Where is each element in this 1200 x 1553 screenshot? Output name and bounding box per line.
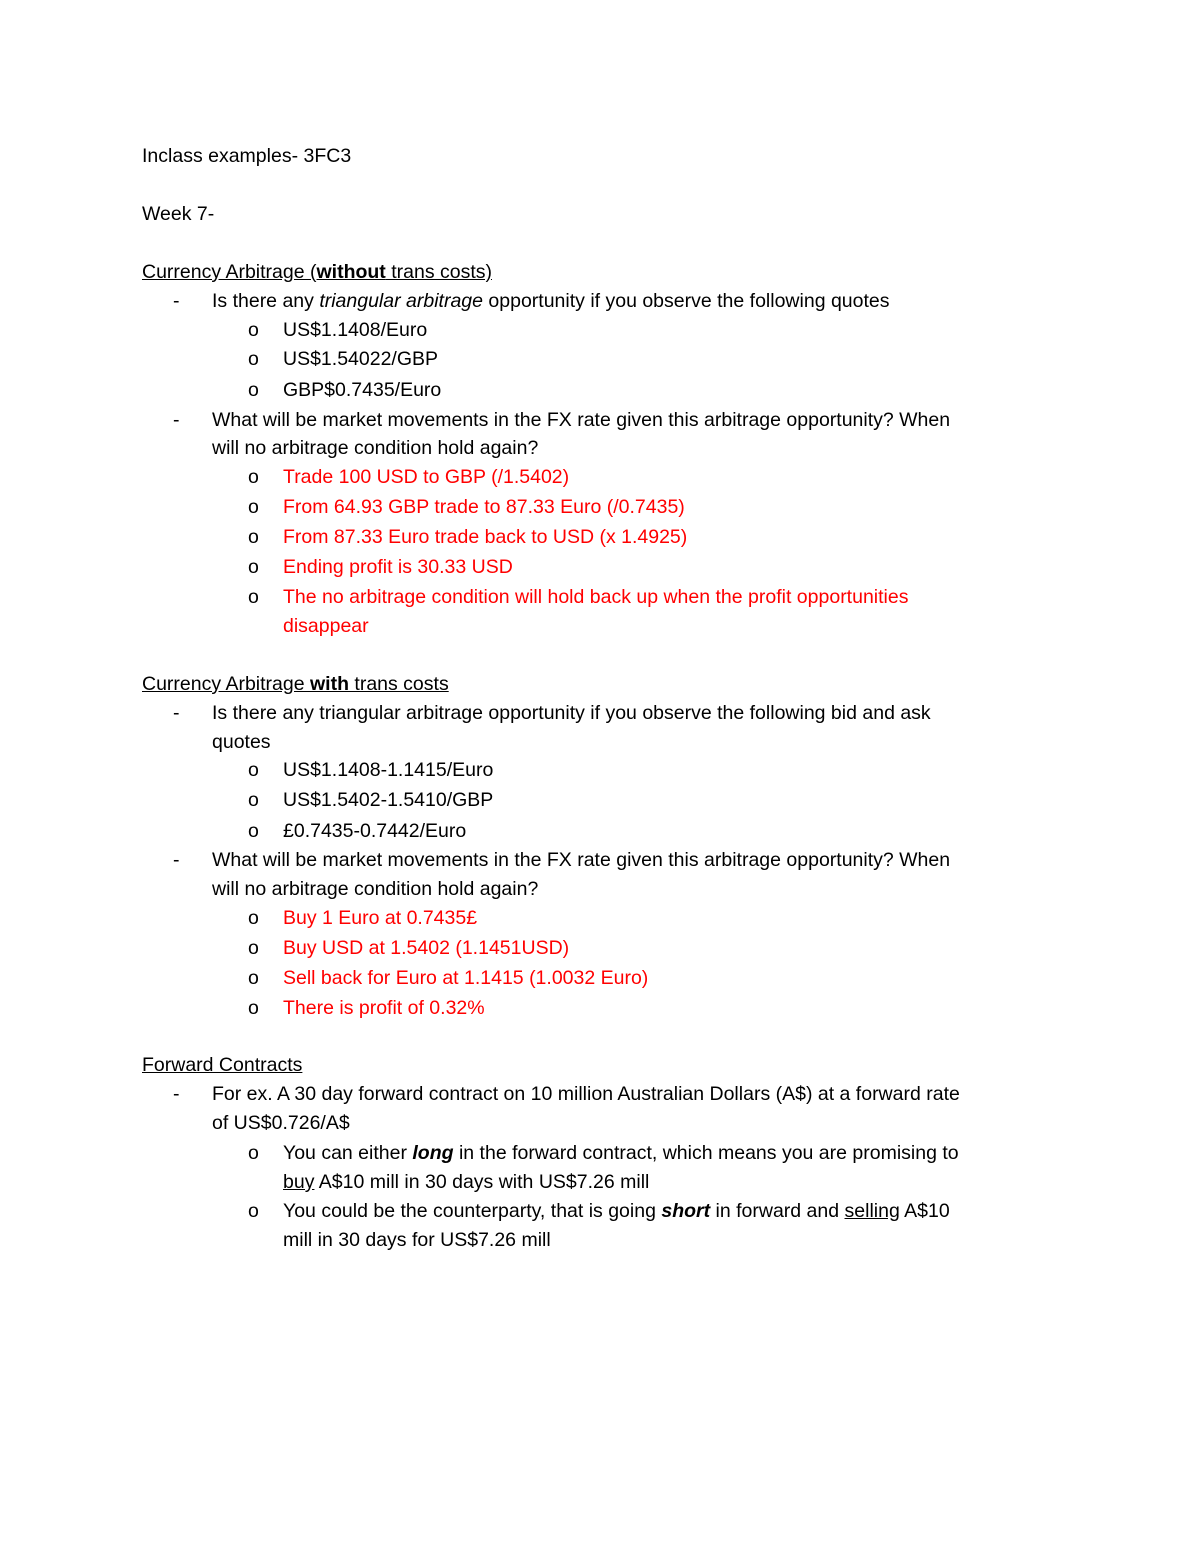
bullet-circle: o	[248, 907, 259, 929]
bullet-circle: o	[248, 997, 259, 1019]
short-position-item: You could be the counterparty, that is going short in forward and selling A$10	[283, 1200, 950, 1222]
answer-item: Buy USD at 1.5402 (1.1451USD)	[283, 937, 570, 959]
answer-item-cont: disappear	[283, 615, 369, 637]
question-market-movements: What will be market movements in the FX rate given this arbitrage opportunity? When	[212, 849, 951, 871]
answer-item: Sell back for Euro at 1.1415 (1.0032 Euro)	[283, 967, 649, 989]
quote-item: US$1.54022/GBP	[283, 348, 439, 370]
bullet-dash: -	[173, 409, 180, 431]
bullet-circle: o	[248, 319, 259, 341]
bullet-circle: o	[248, 1200, 259, 1222]
quote-item: GBP$0.7435/Euro	[283, 379, 442, 401]
quote-item: US$1.1408/Euro	[283, 319, 428, 341]
bullet-circle: o	[248, 789, 259, 811]
section-heading-with-costs: Currency Arbitrage with trans costs	[142, 673, 449, 695]
week-label: Week 7-	[142, 203, 215, 225]
answer-item: The no arbitrage condition will hold back up when the profit opportunities	[283, 586, 909, 608]
question-market-movements-cont: will no arbitrage condition hold again?	[212, 878, 539, 900]
bullet-circle: o	[248, 496, 259, 518]
question-market-movements-cont: will no arbitrage condition hold again?	[212, 437, 539, 459]
answer-item: Ending profit is 30.33 USD	[283, 556, 513, 578]
answer-item: From 87.33 Euro trade back to USD (x 1.4925)	[283, 526, 688, 548]
long-position-item: You can either long in the forward contract, which means you are promising to	[283, 1142, 959, 1164]
short-position-item-cont: mill in 30 days for US$7.26 mill	[283, 1229, 551, 1251]
question-market-movements: What will be market movements in the FX rate given this arbitrage opportunity? When	[212, 409, 951, 431]
bullet-circle: o	[248, 1142, 259, 1164]
document-title: Inclass examples- 3FC3	[142, 145, 352, 167]
bullet-dash: -	[173, 849, 180, 871]
section-heading-forward-contracts: Forward Contracts	[142, 1054, 303, 1076]
quote-item: US$1.5402-1.5410/GBP	[283, 789, 494, 811]
quote-item: US$1.1408-1.1415/Euro	[283, 759, 494, 781]
quote-item: £0.7435-0.7442/Euro	[283, 820, 467, 842]
question-bid-ask-cont: quotes	[212, 731, 271, 753]
bullet-circle: o	[248, 348, 259, 370]
bullet-circle: o	[248, 937, 259, 959]
bullet-circle: o	[248, 466, 259, 488]
question-triangular: Is there any triangular arbitrage opportunity if you observe the following quotes	[212, 290, 890, 312]
answer-item: Buy 1 Euro at 0.7435£	[283, 907, 478, 929]
bullet-circle: o	[248, 820, 259, 842]
answer-item: From 64.93 GBP trade to 87.33 Euro (/0.7435)	[283, 496, 685, 518]
section-heading-without-costs: Currency Arbitrage (without trans costs)	[142, 261, 492, 283]
bullet-dash: -	[173, 702, 180, 724]
bullet-circle: o	[248, 526, 259, 548]
bullet-circle: o	[248, 586, 259, 608]
bullet-circle: o	[248, 379, 259, 401]
long-position-item-cont: buy A$10 mill in 30 days with US$7.26 mill	[283, 1171, 650, 1193]
question-bid-ask: Is there any triangular arbitrage opportunity if you observe the following bid and ask	[212, 702, 931, 724]
bullet-circle: o	[248, 967, 259, 989]
bullet-circle: o	[248, 759, 259, 781]
forward-example-cont: of US$0.726/A$	[212, 1112, 350, 1134]
answer-item: Trade 100 USD to GBP (/1.5402)	[283, 466, 570, 488]
bullet-dash: -	[173, 290, 180, 312]
answer-item: There is profit of 0.32%	[283, 997, 485, 1019]
forward-example: For ex. A 30 day forward contract on 10 million Australian Dollars (A$) at a forward rate	[212, 1083, 960, 1105]
bullet-circle: o	[248, 556, 259, 578]
bullet-dash: -	[173, 1083, 180, 1105]
